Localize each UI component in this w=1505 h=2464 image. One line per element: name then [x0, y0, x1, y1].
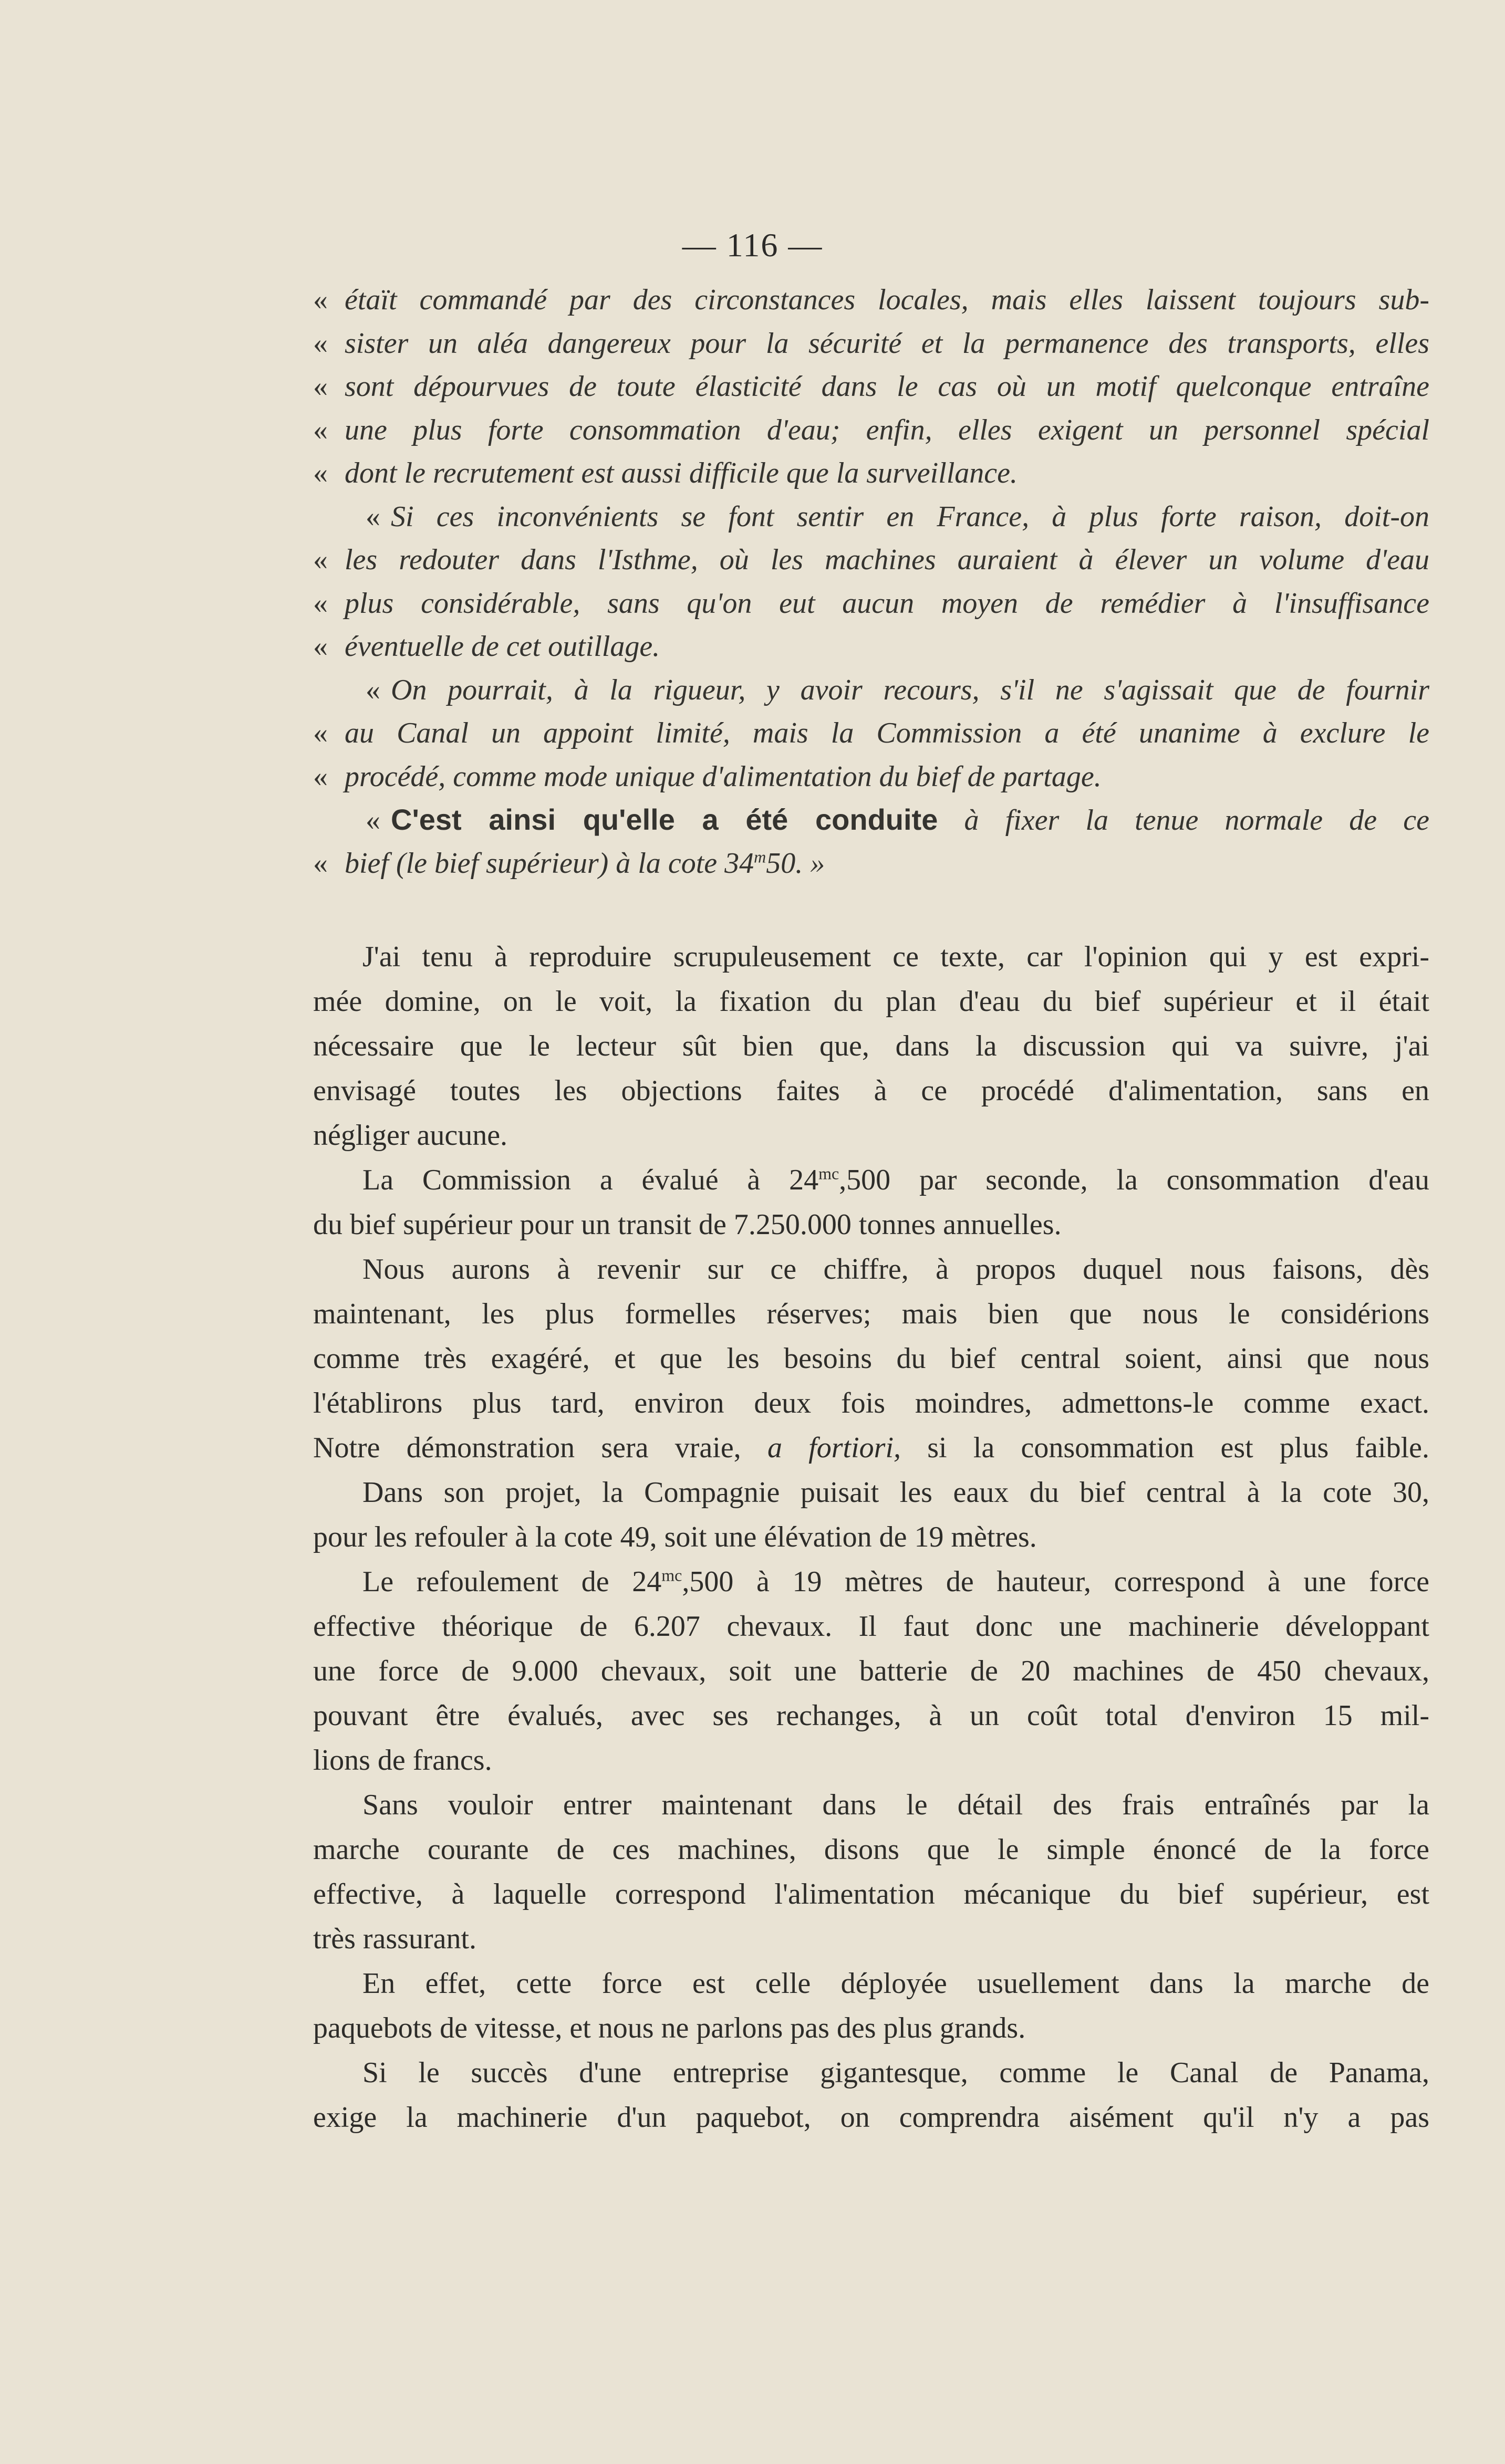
quote-line: « plus considérable, sans qu'on eut aucun moyen de remédier à l'insuffisance [313, 587, 1429, 620]
bold-phrase: C'est ainsi qu'elle a été conduite [391, 803, 938, 836]
paragraph: Nous aurons à revenir sur ce chiffre, à propos duquel nous faisons, dès maintenant, les plus formelles réserves; mais bien que nous le considérions comme très exagéré, et que les besoins du bief central soient, ainsi que nous l'établirons plus tard, environ deux fois moindres, admettons-le comme exact. Notre démonstration sera vraie, a fortiori, si la consommation est plus faible. [313, 1253, 1429, 1464]
paragraph: Le refoulement de $24^{mc},500$ à 19 mètres de hauteur, correspond à une force effective théorique de 6.207 chevaux. Il faut donc une machinerie développant une force de 9.000 chevaux, soit une batterie de 20 machines de 450 chevaux, pouvant être évalués, avec ses rechanges, à un coût total d'environ 15 mil- lions de francs. [313, 1565, 1429, 1777]
paragraph: La Commission a évalué à $24^{mc},500$ par seconde, la consommation d'eau du bief supérieur pour un transit de 7.250.000 tonnes annuelles. [313, 1164, 1429, 1241]
paragraph: En effet, cette force est celle déployée usuellement dans la marche de paquebots de vitesse, et nous ne parlons pas des plus grands. [313, 1967, 1429, 2044]
quote-line: « dont le recrutement est aussi difficile que la surveillance. [313, 457, 1018, 489]
quote-line: « sister un aléa dangereux pour la sécurité et la permanence des transports, elles [313, 327, 1429, 360]
quote-line: « une plus forte consommation d'eau; enfin, elles exigent un personnel spécial [313, 413, 1429, 446]
quote-line: « les redouter dans l'Isthme, où les machines auraient à élever un volume d'eau [313, 544, 1429, 576]
paragraph: Si le succès d'une entreprise gigantesque, comme le Canal de Panama, exige la machinerie d'un paquebot, on comprendra aisément qu'il n'y a pas [313, 2056, 1429, 2134]
paragraph: Dans son projet, la Compagnie puisait les eaux du bief central à la cote 30, pour les refouler à la cote 49, soit une élévation de 19 mètres. [313, 1476, 1429, 1553]
quote-line: « au Canal un appoint limité, mais la Commission a été unanime à exclure le [313, 717, 1429, 749]
page-number: — 116 — [682, 226, 823, 264]
quote-line: « procédé, comme mode unique d'alimentation du bief de partage. [313, 760, 1102, 793]
quote-line: « étaït commandé par des circonstances locales, mais elles laissent toujours sub- [313, 284, 1429, 316]
quote-line: « Si ces inconvénients se font sentir en France, à plus forte raison, doit-on [366, 500, 1429, 533]
quote-line: « C'est ainsi qu'elle a été conduite à fixer la tenue normale de ce [366, 803, 1429, 837]
paragraph: Sans vouloir entrer maintenant dans le détail des frais entraînés par la marche courante de ces machines, disons que le simple énoncé de la force effective, à laquelle correspond l'alimentation mécanique du bief supérieur, est très rassurant. [313, 1789, 1429, 1955]
quote-line: « bief (le bief supérieur) à la cote 34$^m$50. » [313, 847, 825, 880]
body-text [313, 935, 1429, 2140]
quote-line: « On pourrait, à la rigueur, y avoir recours, s'il ne s'agissait que de fournir [366, 673, 1429, 706]
quote-line: « éventuelle de cet outillage. [313, 630, 660, 663]
quoted-passage [313, 278, 1429, 885]
paragraph: J'ai tenu à reproduire scrupuleusement ce texte, car l'opinion qui y est expri- mée domine, on le voit, la fixation du plan d'eau du bief supérieur et il était nécessaire que le lecteur sût bien que, dans la discussion qui va suivre, j'ai envisagé toutes les objections faites à ce procédé d'alimentation, sans en négliger aucune. [313, 941, 1429, 1152]
quote-line: « sont dépourvues de toute élasticité dans le cas où un motif quelconque entraîne [313, 370, 1429, 403]
